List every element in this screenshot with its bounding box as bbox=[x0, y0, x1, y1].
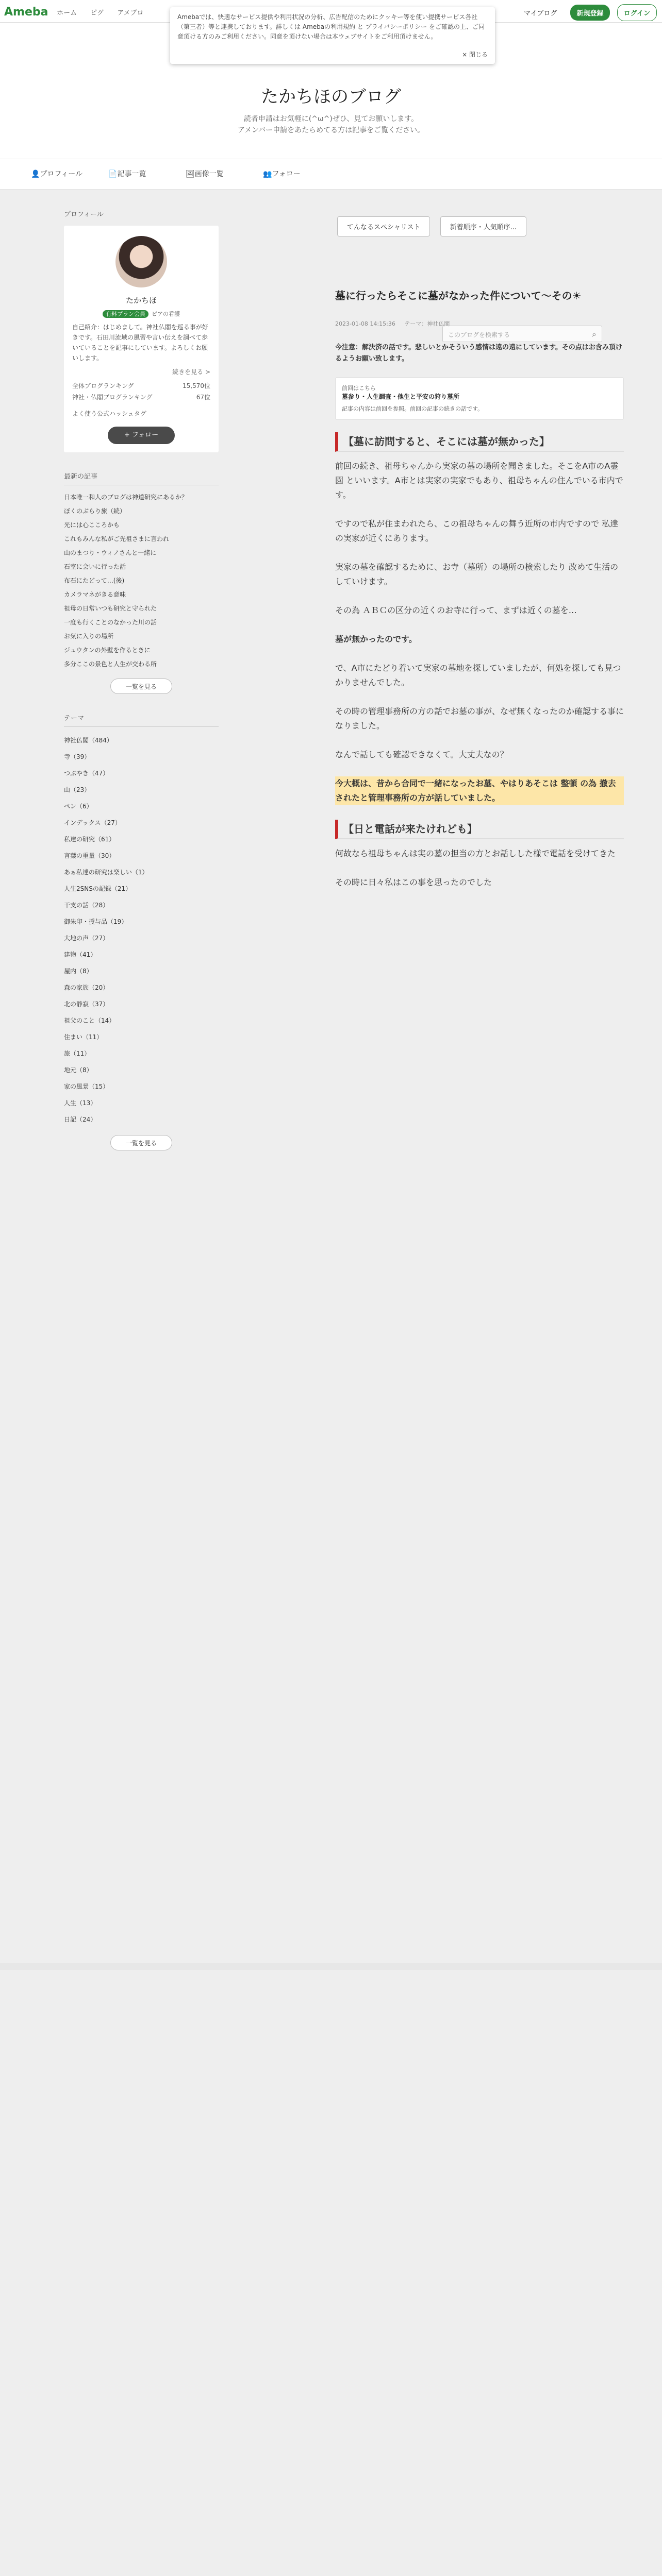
theme-link[interactable]: 住まい（11） bbox=[64, 1033, 103, 1041]
tab-sort[interactable]: 新着順序・人気順序... bbox=[440, 216, 526, 236]
cookie-notice-text: Amebaでは、快適なサービス提供や利用状況の分析、広告配信のためにクッキー等を使い提携サービス各社（第三者）等と連携しております。詳しくは Amebaの利用規約 と プライバシーポリシー をご確認の上、ご同意頂ける方のみご利用ください。同意を頂けない場合は本ウェブサイトをご利用頂けません。 bbox=[177, 13, 485, 40]
ranking-overall-value: 15,570位 bbox=[183, 382, 210, 389]
article-meta bbox=[335, 319, 624, 328]
theme-link[interactable]: 家の風景（15） bbox=[64, 1083, 109, 1090]
paragraph: 何故なら祖母ちゃんは実の墓の担当の方とお話しした様で電話を受けてきた bbox=[335, 849, 616, 858]
tab-specialist[interactable]: てんなるスペシャリスト bbox=[337, 216, 430, 236]
theme-section bbox=[64, 713, 219, 1150]
follow-button[interactable]: + フォロー bbox=[108, 427, 175, 444]
search-placeholder: このブログを検索する bbox=[448, 331, 510, 338]
theme-heading: テーマ bbox=[64, 713, 219, 727]
person-icon: 👤 bbox=[31, 170, 40, 178]
article-lead: 今注意：解決済の話です。悲しいとかそういう感情は遠の遠にしています。その点はお含み頂けるようお願い致します。 bbox=[335, 344, 622, 363]
theme-link[interactable]: 人生（13） bbox=[64, 1099, 97, 1107]
ameba-logo[interactable]: Ameba bbox=[4, 6, 48, 19]
recent-article-link[interactable]: 日本唯一和人のブログは神道研究にあるか？ bbox=[64, 494, 188, 501]
theme-link[interactable]: インデックス（27） bbox=[64, 819, 121, 826]
recent-article-link[interactable]: 山のまつり・ウィノさんと一緒に bbox=[64, 549, 157, 556]
blog-title[interactable]: たかちほのブログ bbox=[261, 87, 401, 107]
tab-articles[interactable] bbox=[108, 168, 146, 179]
cookie-notice bbox=[170, 7, 495, 64]
ranking-genre[interactable] bbox=[72, 392, 210, 403]
paragraph: で、A市にたどり着いて実家の墓地を探していましたが、何処を探しても見つかりませんでした。 bbox=[335, 663, 621, 687]
theme-link[interactable]: 日記（24） bbox=[64, 1116, 97, 1123]
tab-images-label: 画像一覧 bbox=[194, 170, 224, 178]
recent-article-link[interactable]: お気に入りの場所 bbox=[64, 633, 114, 640]
blog-description bbox=[0, 113, 662, 136]
article-date: 2023-01-08 14:15:36 bbox=[335, 320, 395, 327]
blog-desc-line1: 読者申請はお気軽に(^ω^)ぜひ、見てお願いします。 bbox=[243, 115, 419, 123]
recent-article-link[interactable]: ぼくのぶらり旅（続） bbox=[64, 507, 126, 515]
theme-link[interactable]: つぶやき（47） bbox=[64, 770, 109, 777]
blog-desc-line2: アメンバー申請をあたらめてる方は記事をご覧ください。 bbox=[237, 126, 425, 134]
badge-desc: ピアの看護 bbox=[152, 311, 180, 317]
ranking-overall-label: 全体ブログランキング bbox=[72, 382, 134, 389]
paragraph: 実家の墓を確認するために、お寺（墓所）の場所の検索したり 改めて生活のしていけます。 bbox=[335, 562, 619, 586]
nav-ameblo[interactable]: アメブロ bbox=[117, 9, 144, 17]
theme-link[interactable]: 山（23） bbox=[64, 786, 91, 793]
hashtag-link[interactable]: よく使う公式ハッシュタグ bbox=[72, 410, 146, 417]
card-label: 前回はこちら bbox=[342, 385, 376, 392]
card-title: 墓参り・人生調査・他生と平安の狩り墓所 bbox=[342, 393, 460, 400]
theme-link[interactable]: 干支の話（28） bbox=[64, 902, 109, 909]
section-heading-1: 【墓に訪問すると、そこには墓が無かった】 bbox=[335, 432, 624, 452]
recent-list bbox=[64, 490, 219, 671]
search-icon[interactable]: ⌕ bbox=[592, 329, 597, 339]
section-separator bbox=[0, 1963, 662, 1970]
recent-article-link[interactable]: 石室に会いに行った話 bbox=[64, 563, 126, 570]
paragraph: なんで話しても確認できなくて。大丈夫なの？ bbox=[335, 750, 508, 759]
nav-home[interactable]: ホーム bbox=[57, 9, 77, 17]
article-title[interactable]: 墓に行ったらそこに墓がなかった件について〜その☀ bbox=[335, 290, 582, 302]
theme-list-button[interactable]: 一覧を見る bbox=[110, 1135, 172, 1150]
theme-list bbox=[64, 732, 219, 1128]
theme-link[interactable]: 旅（11） bbox=[64, 1050, 91, 1057]
sidebar bbox=[64, 209, 219, 1158]
theme-link[interactable]: 地元（8） bbox=[64, 1066, 93, 1074]
section-heading-2: 【日と電話が来たけれども】 bbox=[335, 820, 624, 839]
article-theme[interactable]: テーマ：神社仏閣 bbox=[404, 320, 450, 327]
paragraph: 前回の続き、祖母ちゃんから実家の墓の場所を聞きました。そこをA市のA霊園 といいます。A市とは実家の実家でもあり、祖母ちゃんの住んでいる市内です。 bbox=[335, 461, 623, 500]
cookie-close-button[interactable]: × 閉じる bbox=[462, 51, 488, 58]
theme-link[interactable]: 神社仏閣（484） bbox=[64, 737, 113, 744]
article-body bbox=[335, 432, 624, 890]
tab-articles-label: 記事一覧 bbox=[117, 170, 146, 178]
ranking-genre-label: 神社・仏閣ブログランキング bbox=[72, 394, 153, 401]
prev-article-card[interactable] bbox=[335, 377, 624, 420]
recent-article-link[interactable]: ジュウタンの外壁を作るときに bbox=[64, 647, 151, 654]
theme-link[interactable]: 森の家族（20） bbox=[64, 984, 109, 991]
theme-link[interactable]: 祖父のこと（14） bbox=[64, 1017, 115, 1024]
recent-articles bbox=[64, 471, 219, 694]
recent-article-link[interactable]: これもみんな私がご先祖さまに言われ bbox=[64, 535, 170, 543]
ranking-genre-value: 67位 bbox=[196, 394, 210, 401]
my-blog-link[interactable]: マイブログ bbox=[523, 10, 557, 18]
theme-link[interactable]: 北の静寂（37） bbox=[64, 1001, 109, 1008]
card-text: 記事の内容は前回を参照。前回の記事の続きの話です。 bbox=[342, 405, 484, 412]
ranking-overall[interactable] bbox=[72, 380, 210, 392]
profile-badge bbox=[95, 310, 188, 318]
recent-article-link[interactable]: カメラマネがきる意味 bbox=[64, 591, 126, 598]
theme-link[interactable]: あぁ私達の研究は楽しい（1） bbox=[64, 869, 148, 876]
recent-article-link[interactable]: 一度も行くことのなかった川の話 bbox=[64, 619, 157, 626]
recent-article-link[interactable]: 祖母の日常いつも研究と守られた bbox=[64, 605, 157, 612]
paragraph: その時の管理事務所の方の話でお墓の事が、なぜ無くなったのか確認する事になりました。 bbox=[335, 706, 624, 731]
paragraph: その時に日々私はこの事を思ったのでした bbox=[335, 877, 492, 887]
theme-link[interactable]: 人生2SNSの記録（21） bbox=[64, 885, 132, 892]
image-icon: 🖼 bbox=[186, 170, 195, 178]
theme-link[interactable]: 言葉の重量（30） bbox=[64, 852, 115, 859]
users-icon: 👥 bbox=[263, 170, 272, 178]
paragraph: 墓が無かったのです。 bbox=[335, 634, 417, 644]
profile-more-link[interactable]: 続きを見る > bbox=[172, 368, 210, 376]
header-actions bbox=[512, 4, 657, 21]
recent-heading: 最新の記事 bbox=[64, 471, 219, 485]
global-nav bbox=[57, 7, 155, 17]
article-tabs bbox=[337, 216, 534, 236]
highlighted-paragraph: 今大概は、昔から合同で一緒になったお墓、やはりあそこは 整頓 の為 撤去されたと管理事務所の方が話していました。 bbox=[335, 776, 624, 805]
tab-profile-label: プロフィール bbox=[40, 170, 83, 178]
tab-follow[interactable] bbox=[263, 168, 301, 179]
recent-article-link[interactable]: 布石にたどって…(後) bbox=[64, 577, 125, 584]
document-icon: 📄 bbox=[108, 170, 118, 178]
article bbox=[335, 289, 624, 904]
profile-name[interactable]: たかちほ bbox=[125, 296, 157, 305]
avatar[interactable] bbox=[115, 236, 167, 287]
badge-label: 有料プラン会員 bbox=[103, 310, 148, 318]
theme-link[interactable]: ペン（6） bbox=[64, 803, 93, 810]
profile-box bbox=[64, 226, 219, 452]
recent-article-link[interactable]: 光には心こころかも bbox=[64, 521, 120, 529]
paragraph: ですので私が住まわれたら、この祖母ちゃんの舞う近所の市内ですので 私達の実家が近くにあります。 bbox=[335, 519, 619, 543]
theme-link[interactable]: 寺（39） bbox=[64, 753, 91, 760]
paragraph: その為 ＡＢＣの区分の近くのお寺に行って、まずは近くの墓を… bbox=[335, 605, 577, 615]
theme-link[interactable]: 御朱印・授与品（19） bbox=[64, 918, 128, 925]
theme-link[interactable]: 大地の声（27） bbox=[64, 935, 109, 942]
theme-link[interactable]: 建物（41） bbox=[64, 951, 97, 958]
login-button[interactable]: ログイン bbox=[617, 4, 657, 21]
register-button[interactable]: 新規登録 bbox=[570, 5, 609, 21]
theme-link[interactable]: 私達の研究（61） bbox=[64, 836, 115, 843]
nav-pigg[interactable]: ピグ bbox=[90, 9, 104, 17]
recent-article-link[interactable]: 多分ここの景色と人生が交わる所 bbox=[64, 660, 157, 668]
tab-profile[interactable] bbox=[31, 168, 82, 179]
profile-text: 自己紹介：はじめまして。神社仏閣を巡る事が好きです。石田川流域の風習や言い伝えを調べて歩いていることを記事にしています。よろしくお願いします。 bbox=[72, 324, 208, 362]
recent-list-button[interactable]: 一覧を見る bbox=[110, 679, 172, 694]
profile-heading: プロフィール bbox=[64, 211, 104, 218]
tab-images[interactable] bbox=[186, 168, 224, 179]
tab-follow-label: フォロー bbox=[272, 170, 301, 178]
theme-link[interactable]: 屋内（8） bbox=[64, 968, 93, 975]
